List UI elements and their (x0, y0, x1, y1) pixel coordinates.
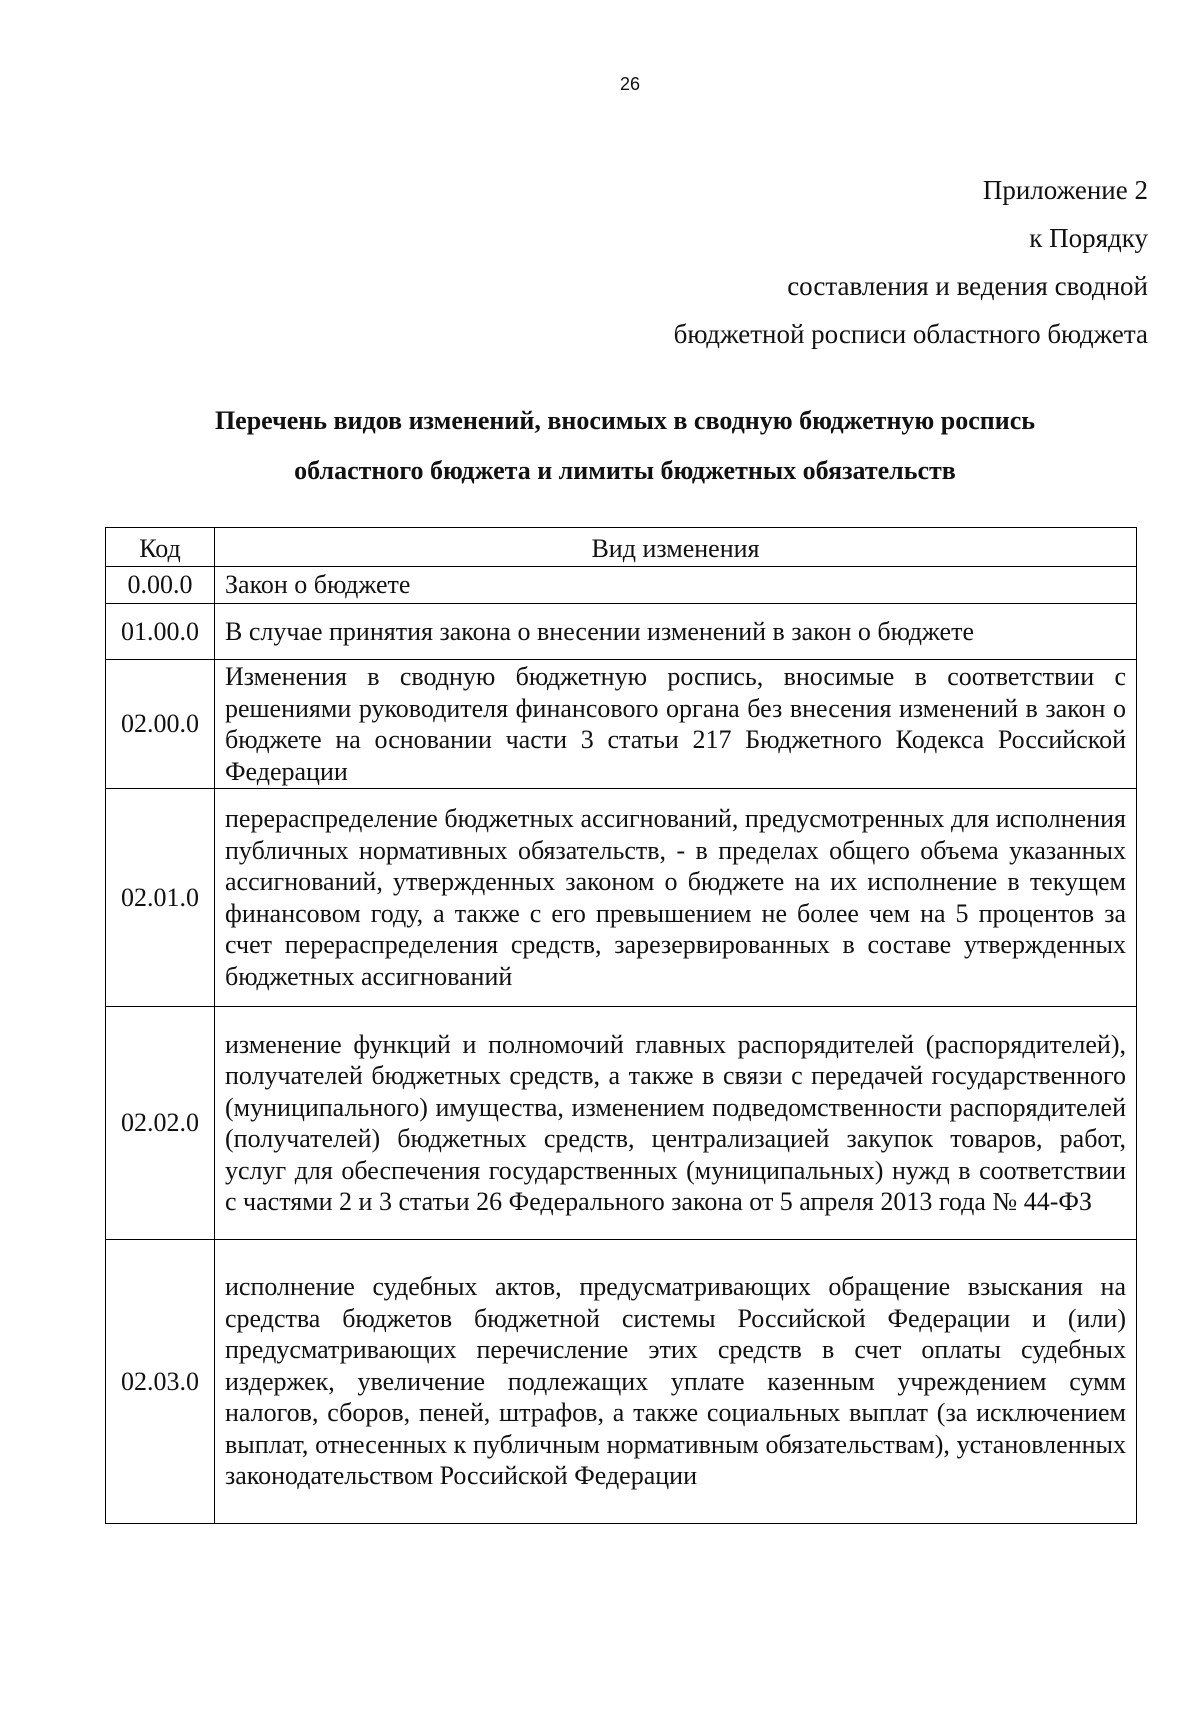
row-code: 02.00.0 (106, 660, 215, 789)
page-number: 26 (619, 74, 641, 94)
row-code: 02.01.0 (106, 789, 215, 1007)
appendix-line: бюджетной росписи областного бюджета (673, 319, 1148, 349)
row-code: 02.02.0 (106, 1007, 215, 1240)
row-text: изменение функций и полномочий главных распорядителей (распорядителей), получателей бюджетных средств, а также в связи с передачей государственного (муниципального) имущества, изменением подведомственности распорядителей (получателей) бюджетных средств, централизацией закупок товаров, работ, услуг для обеспечения государственных (муниципальных) нужд в соответствии с частями 2 и 3 статьи 26 Федерального закона от 5 апреля 2013 года № 44-ФЗ (215, 1007, 1137, 1240)
header-code: Код (106, 528, 215, 567)
appendix-line: составления и ведения сводной (787, 271, 1148, 301)
header-change-type: Вид изменения (215, 528, 1137, 567)
table-row (106, 1240, 1137, 1524)
appendix-line: Приложение 2 (982, 175, 1148, 205)
row-text: В случае принятия закона о внесении изменений в закон о бюджете (215, 604, 1137, 660)
row-code: 02.03.0 (106, 1240, 215, 1524)
table-row (106, 567, 1137, 604)
table-row (106, 660, 1137, 789)
row-code: 0.00.0 (106, 567, 215, 604)
row-text: Изменения в сводную бюджетную роспись, вносимые в соответствии с решениями руководителя финансового органа без внесения изменений в закон о бюджете на основании части 3 статьи 217 Бюджетного Кодекса Российской Федерации (215, 660, 1137, 789)
table-row (106, 1007, 1137, 1240)
row-text: Закон о бюджете (215, 567, 1137, 604)
title-line-1: Перечень видов изменений, вносимых в сводную бюджетную роспись (214, 406, 1036, 435)
appendix-line: к Порядку (1029, 223, 1148, 253)
table-header-row (106, 528, 1137, 567)
appendix-header (674, 166, 1148, 358)
row-text: исполнение судебных актов, предусматривающих обращение взыскания на средства бюджетов бюджетной системы Российской Федерации и (или) предусматривающих перечисление этих средств в счет оплаты судебных издержек, увеличение подлежащих уплате казенным учреждением сумм налогов, сборов, пеней, штрафов, а также социальных выплат (за исключением выплат, отнесенных к публичным нормативным обязательствам), установленных законодательством Российской Федерации (215, 1240, 1137, 1524)
table-row (106, 604, 1137, 660)
changes-table (105, 527, 1137, 1524)
row-text: перераспределение бюджетных ассигнований, предусмотренных для исполнения публичных нормативных обязательств, - в пределах общего объема указанных ассигнований, утвержденных законом о бюджете на их исполнение в текущем финансовом году, а также с его превышением не более чем на 5 процентов за счет перераспределения средств, зарезервированных в составе утвержденных бюджетных ассигнований (215, 789, 1137, 1007)
title-line-2: областного бюджета и лимиты бюджетных обязательств (294, 456, 956, 485)
row-code: 01.00.0 (106, 604, 215, 660)
table-row (106, 789, 1137, 1007)
document-title (110, 396, 1140, 496)
